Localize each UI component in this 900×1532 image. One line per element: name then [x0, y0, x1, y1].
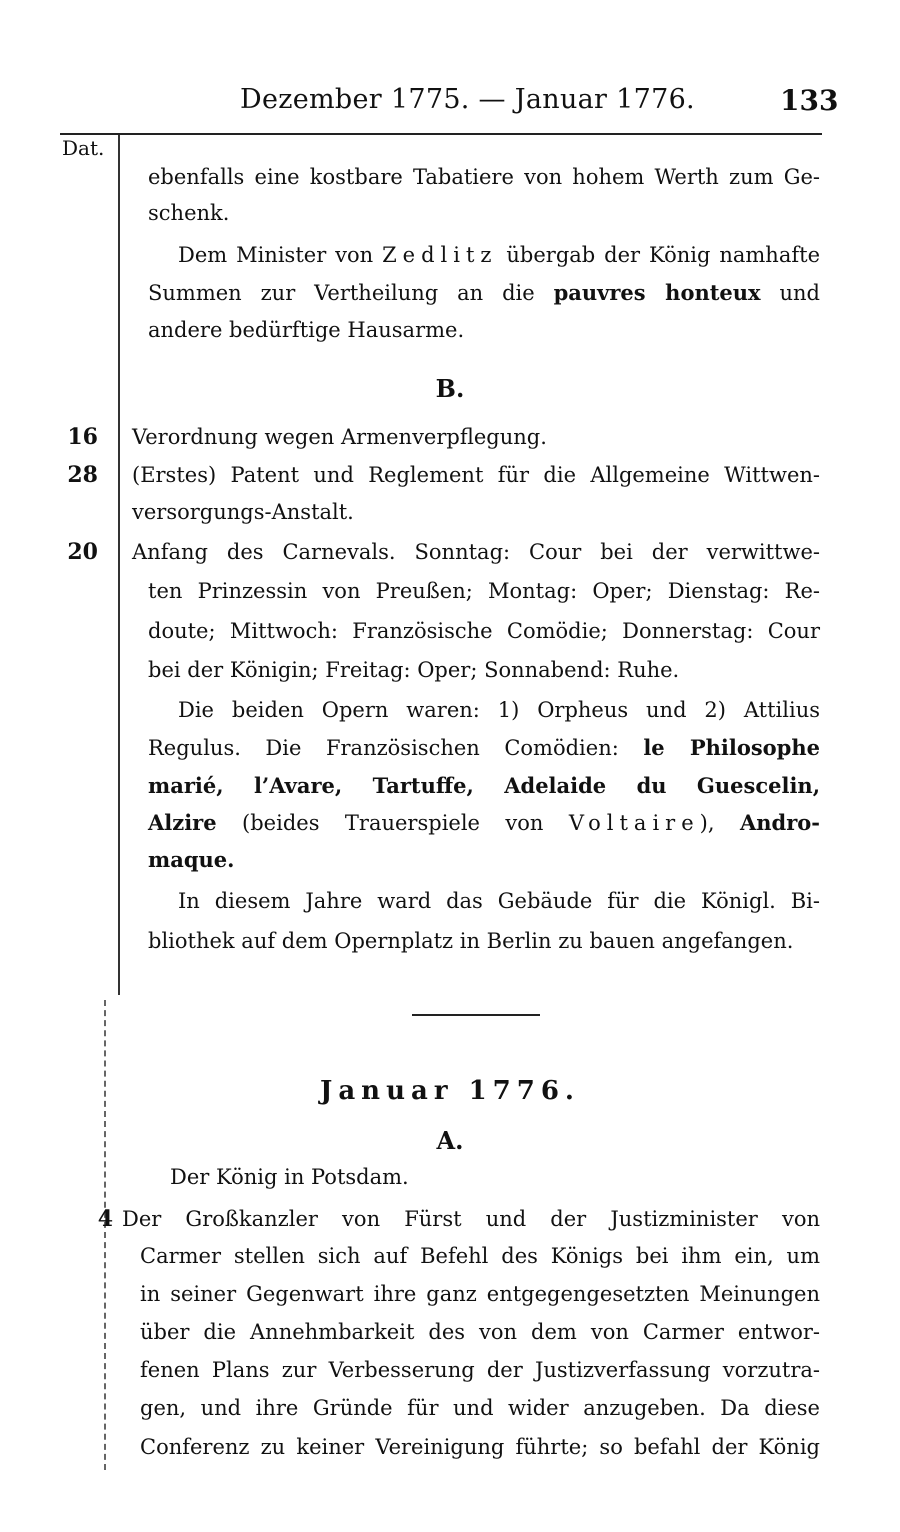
entry-text: Anfang des Carnevals. Sonntag: Cour bei der verwittwe- — [132, 540, 820, 564]
text-line: Die beiden Opern waren: 1) Orpheus und 2) Attilius — [178, 698, 820, 722]
person-name: Voltaire — [568, 811, 700, 835]
text-span: Dem Minister von — [178, 243, 383, 267]
text-line: fenen Plans zur Verbesserung der Justizverfassung vorzutra- — [140, 1358, 820, 1382]
text-line: schenk. — [148, 201, 230, 225]
text-line — [148, 733, 820, 763]
text-span: (beides Trauerspiele von — [216, 811, 569, 835]
entry-date: 16 — [67, 424, 98, 450]
text-line: doute; Mittwoch: Französische Comödie; Donnerstag: Cour — [148, 619, 820, 643]
text-line: ebenfalls eine kostbare Tabatiere von hohem Werth zum Ge- — [148, 165, 820, 189]
text-line: über die Annehmbarkeit des von dem von Carmer entwor- — [140, 1320, 820, 1344]
section-heading-b: B. — [435, 374, 465, 403]
page-number: 133 — [780, 84, 839, 117]
french-title: le Philosophe — [643, 735, 820, 760]
entry-text: (Erstes) Patent und Reglement für die Allgemeine Wittwen- — [132, 463, 820, 487]
entry-text: Der Großkanzler von Fürst und der Justizminister von — [122, 1207, 820, 1231]
text-line: gen, und ihre Gründe für und wider anzugeben. Da diese — [140, 1396, 820, 1420]
text-line: ten Prinzessin von Preußen; Montag: Oper; Dienstag: Re- — [148, 579, 820, 603]
french-title-line: maque. — [148, 847, 235, 872]
french-phrase: pauvres honteux — [553, 280, 761, 305]
text-line: Conferenz zu keiner Vereinigung führte; so befahl der König — [140, 1435, 820, 1459]
text-line: andere bedürftige Hausarme. — [148, 318, 465, 342]
month-heading: Januar 1776. — [320, 1076, 580, 1106]
text-line: bei der Königin; Freitag: Oper; Sonnabend: Ruhe. — [148, 658, 680, 682]
entry-text-cont: versorgungs-Anstalt. — [132, 500, 354, 524]
running-head: Dezember 1775. — Januar 1776. — [240, 84, 695, 115]
text-line: in seiner Gegenwart ihre ganz entgegengesetzten Meinungen — [140, 1282, 820, 1306]
french-titles-line: marié, l’Avare, Tartuffe, Adelaide du Guescelin, — [148, 773, 820, 798]
text-line — [178, 240, 820, 270]
text-span: Regulus. Die Französischen Comödien: — [148, 736, 644, 760]
text-span: ), — [699, 811, 740, 835]
date-column-rule-dashed — [104, 1000, 106, 1470]
text-line — [148, 808, 820, 838]
text-line: Carmer stellen sich auf Befehl des Königs bei ihm ein, um — [140, 1244, 820, 1268]
section-separator — [412, 1014, 540, 1016]
entry-date: 4 — [97, 1206, 113, 1232]
text-line: bliothek auf dem Opernplatz in Berlin zu bauen angefangen. — [148, 929, 794, 953]
entry-text: Verordnung wegen Armenverpflegung. — [132, 425, 547, 449]
person-name: Zedlitz — [382, 243, 498, 267]
text-span: und — [760, 281, 820, 305]
section-heading-a: A. — [436, 1126, 464, 1155]
date-column-rule — [118, 135, 120, 995]
french-title: Andro- — [739, 810, 820, 835]
french-title: Alzire — [148, 810, 217, 835]
king-location: Der König in Potsdam. — [170, 1165, 409, 1189]
text-span: Summen zur Vertheilung an die — [148, 281, 554, 305]
date-column-label: Dat. — [62, 136, 105, 160]
entry-date: 20 — [67, 539, 98, 565]
text-line — [148, 278, 820, 308]
text-span: übergab der König namhafte — [497, 243, 820, 267]
entry-date: 28 — [67, 462, 98, 488]
header-rule — [60, 133, 822, 135]
text-line: In diesem Jahre ward das Gebäude für die Königl. Bi- — [178, 889, 820, 913]
